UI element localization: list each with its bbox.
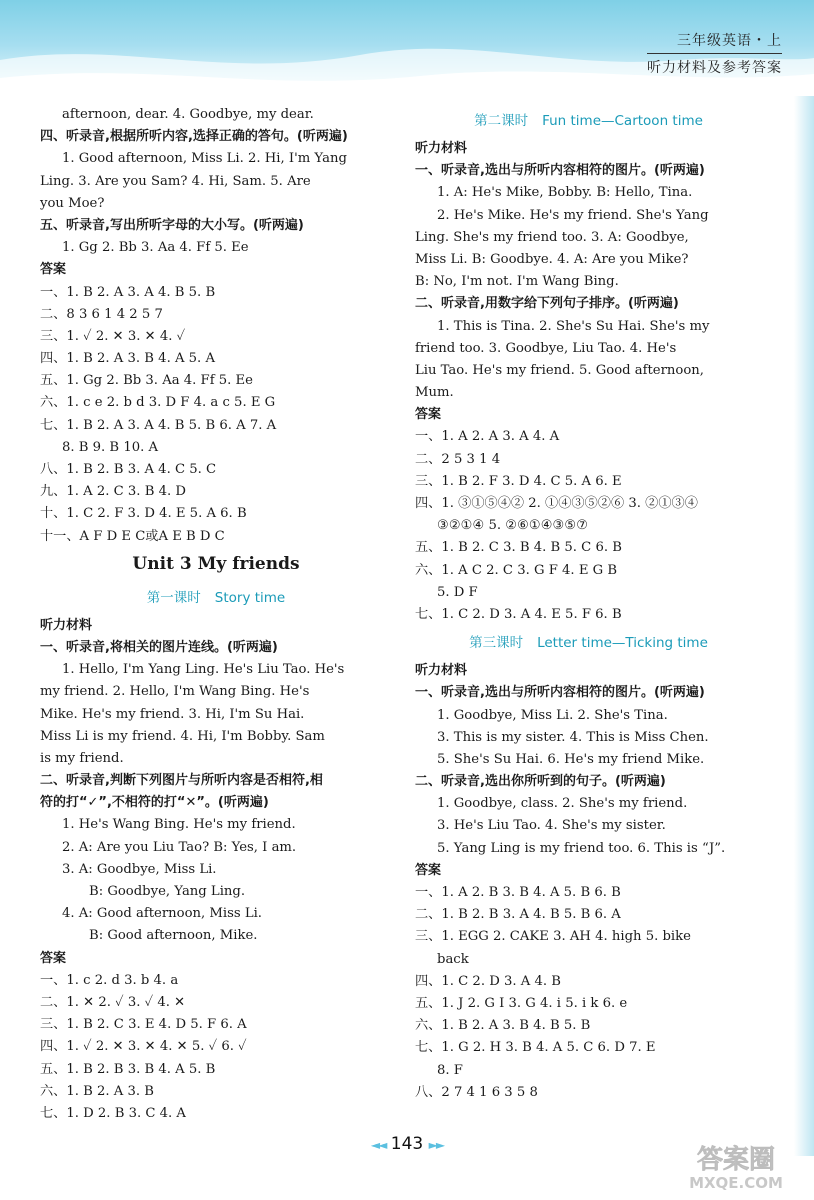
item-line: 8. F [437, 1062, 463, 1078]
item-line: 3. This is my sister. 4. This is Miss Chen. [437, 729, 709, 745]
running-header [647, 30, 782, 77]
answer-line: 四、1. C 2. D 3. A 4. B [415, 973, 561, 989]
text-line: Mum. [415, 385, 454, 401]
answer-line: 五、1. B 2. B 3. B 4. A 5. B [40, 1061, 216, 1077]
answer-line: 六、1. A C 2. C 3. G F 4. E G B [415, 562, 618, 578]
svg-text:MXQE.COM: MXQE.COM [689, 1174, 783, 1192]
item-line: 1. Gg 2. Bb 3. Aa 4. Ff 5. Ee [62, 240, 249, 256]
right-column [415, 104, 762, 1104]
answer-line: 四、1. ③①⑤④② 2. ①④③⑤②⑥ 3. ②①③④ [415, 496, 698, 511]
answer-line: 七、1. G 2. H 3. B 4. A 5. C 6. D 7. E [415, 1040, 656, 1056]
section-instruction: 一、听录音,将相关的图片连线。(听两遍) [40, 639, 278, 655]
text-line: Ling. 3. Are you Sam? 4. Hi, Sam. 5. Are [40, 173, 311, 189]
section-instruction: 一、听录音,选出与所听内容相符的图片。(听两遍) [415, 685, 705, 701]
lesson-heading [40, 581, 392, 615]
section-label: 答案 [40, 262, 67, 278]
answer-line: 一、1. A 2. B 3. B 4. A 5. B 6. B [415, 885, 621, 900]
item-line: 2. A: Are you Liu Tao? B: Yes, I am. [62, 839, 297, 855]
text-line: is my friend. [40, 750, 124, 766]
header-grade-subject: 三年级英语・上 [677, 33, 782, 49]
lesson-number: 第一课时 [146, 589, 201, 606]
section-label: 听力材料 [415, 141, 468, 156]
item-line: 1. Goodbye, Miss Li. 2. She's Tina. [437, 707, 668, 723]
answer-line: 二、2 5 3 1 4 [415, 451, 501, 467]
lesson-number: 第二课时 [474, 113, 529, 129]
item-line: 4. A: Good afternoon, Miss Li. [62, 906, 262, 922]
item-line: 5. D F [437, 584, 478, 600]
section-label: 答案 [40, 950, 67, 966]
text-line: my friend. 2. Hello, I'm Wang Bing. He's [40, 684, 310, 700]
left-column [40, 104, 392, 1125]
item-line: 3. He's Liu Tao. 4. She's my sister. [437, 818, 666, 834]
text-line: friend too. 3. Goodbye, Liu Tao. 4. He's [415, 340, 677, 356]
answer-line: 四、1. B 2. A 3. B 4. A 5. A [40, 351, 215, 367]
lesson-heading [415, 626, 762, 660]
answer-line: 一、1. c 2. d 3. b 4. a [40, 972, 179, 988]
answer-line: 一、1. B 2. A 3. A 4. B 5. B [40, 284, 216, 300]
section-instruction: 符的打“✓”,不相符的打“✕”。(听两遍) [40, 795, 269, 811]
next-arrows-icon: ►► [428, 1138, 444, 1152]
dialogue-line: B: Goodbye, Yang Ling. [89, 884, 246, 899]
item-line: 5. She's Su Hai. 6. He's my friend Mike. [437, 751, 705, 767]
answer-line: 六、1. B 2. A 3. B 4. B 5. B [415, 1018, 591, 1034]
watermark-logo [666, 1138, 806, 1194]
answer-line: 三、1. ✓ 2. ✕ 3. ✕ 4. ✓ [40, 328, 186, 344]
section-label: 听力材料 [415, 663, 468, 679]
lesson-topic: Letter time—Ticking time [537, 635, 708, 652]
section-instruction: 二、听录音,选出你所听到的句子。(听两遍) [415, 774, 666, 790]
lesson-heading [415, 104, 762, 138]
item-line: 1. Hello, I'm Yang Ling. He's Liu Tao. He's [62, 662, 345, 678]
right-edge-stripe [794, 96, 814, 1156]
item-line: ③②①④ 5. ②⑥①④③⑤⑦ [437, 518, 589, 534]
item-line: 1. A: He's Mike, Bobby. B: Hello, Tina. [437, 185, 693, 201]
answer-line: 一、1. A 2. A 3. A 4. A [415, 429, 560, 445]
answer-line: 三、1. B 2. C 3. E 4. D 5. F 6. A [40, 1017, 247, 1033]
item-line: 8. B 9. B 10. A [62, 439, 159, 455]
item-line: back [437, 951, 469, 967]
answer-line: 七、1. C 2. D 3. A 4. E 5. F 6. B [415, 606, 622, 622]
prev-arrows-icon: ◄◄ [370, 1138, 386, 1152]
answer-line: 六、1. B 2. A 3. B [40, 1083, 154, 1099]
item-line: 2. He's Mike. He's my friend. She's Yang [437, 207, 709, 223]
dialogue-line: B: Good afternoon, Mike. [89, 928, 258, 944]
item-line: 1. Good afternoon, Miss Li. 2. Hi, I'm Yang [62, 151, 347, 167]
lesson-number: 第三课时 [469, 635, 524, 652]
section-instruction: 四、听录音,根据所听内容,选择正确的答句。(听两遍) [40, 129, 348, 145]
section-instruction: 一、听录音,选出与所听内容相符的图片。(听两遍) [415, 163, 705, 179]
answer-line: 五、1. B 2. C 3. B 4. B 5. C 6. B [415, 540, 622, 556]
header-section-title: 听力材料及参考答案 [647, 60, 782, 76]
unit-title: Unit 3 My friends [132, 553, 300, 574]
item-line: 1. This is Tina. 2. She's Su Hai. She's my [437, 318, 710, 334]
answer-line: 五、1. Gg 2. Bb 3. Aa 4. Ff 5. Ee [40, 373, 253, 389]
answer-line: 三、1. B 2. F 3. D 4. C 5. A 6. E [415, 473, 622, 489]
answer-line: 三、1. EGG 2. CAKE 3. AH 4. high 5. bike [415, 929, 691, 945]
section-label: 答案 [415, 862, 442, 878]
header-rule [647, 53, 782, 54]
answer-line: 八、1. B 2. B 3. A 4. C 5. C [40, 462, 217, 477]
page-number: 143 [390, 1134, 424, 1154]
answer-line: 十、1. C 2. F 3. D 4. E 5. A 6. B [40, 506, 247, 522]
text-line: Miss Li. B: Goodbye. 4. A: Are you Mike? [415, 251, 689, 267]
section-instruction: 二、听录音,判断下列图片与所听内容是否相符,相 [40, 773, 323, 789]
item-line: 3. A: Goodbye, Miss Li. [62, 861, 217, 877]
answer-line: 四、1. ✓ 2. ✕ 3. ✕ 4. ✕ 5. ✓ 6. ✓ [40, 1039, 247, 1055]
section-label: 答案 [415, 407, 442, 423]
answer-line: 二、1. B 2. B 3. A 4. B 5. B 6. A [415, 907, 621, 923]
text-line: Mike. He's my friend. 3. Hi, I'm Su Hai. [40, 706, 305, 722]
text-line: Ling. She's my friend too. 3. A: Goodbye, [415, 229, 689, 245]
item-line: 5. Yang Ling is my friend too. 6. This is “J”. [437, 840, 726, 856]
text-line: Miss Li is my friend. 4. Hi, I'm Bobby. Sam [40, 728, 325, 744]
answer-line: 七、1. B 2. A 3. A 4. B 5. B 6. A 7. A [40, 417, 277, 433]
answer-line: 十一、A F D E C或A E B D C [40, 528, 225, 544]
item-line: afternoon, dear. 4. Goodbye, my dear. [62, 107, 314, 122]
lesson-topic: Fun time—Cartoon time [542, 113, 703, 129]
text-line: you Moe? [40, 195, 105, 211]
lesson-topic: Story time [214, 589, 286, 606]
answer-line: 六、1. c e 2. b d 3. D F 4. a c 5. E G [40, 395, 276, 411]
answer-line: 五、1. J 2. G I 3. G 4. i 5. i k 6. e [415, 995, 628, 1011]
svg-text:答案圈: 答案圈 [696, 1145, 776, 1175]
item-line: 1. Goodbye, class. 2. She's my friend. [437, 796, 688, 812]
answer-line: 二、1. ✕ 2. ✓ 3. ✓ 4. ✕ [40, 994, 186, 1010]
section-instruction: 五、听录音,写出所听字母的大小写。(听两遍) [40, 217, 304, 233]
answer-line: 八、2 7 4 1 6 3 5 8 [415, 1084, 538, 1100]
text-line: Liu Tao. He's my friend. 5. Good afternoon, [415, 362, 704, 378]
answer-line: 七、1. D 2. B 3. C 4. A [40, 1105, 186, 1121]
answer-line: 二、8 3 6 1 4 2 5 7 [40, 306, 163, 322]
section-label: 听力材料 [40, 617, 93, 633]
text-line: B: No, I'm not. I'm Wang Bing. [415, 274, 619, 290]
section-instruction: 二、听录音,用数字给下列句子排序。(听两遍) [415, 296, 679, 312]
answer-line: 九、1. A 2. C 3. B 4. D [40, 484, 186, 500]
item-line: 1. He's Wang Bing. He's my friend. [62, 817, 296, 833]
